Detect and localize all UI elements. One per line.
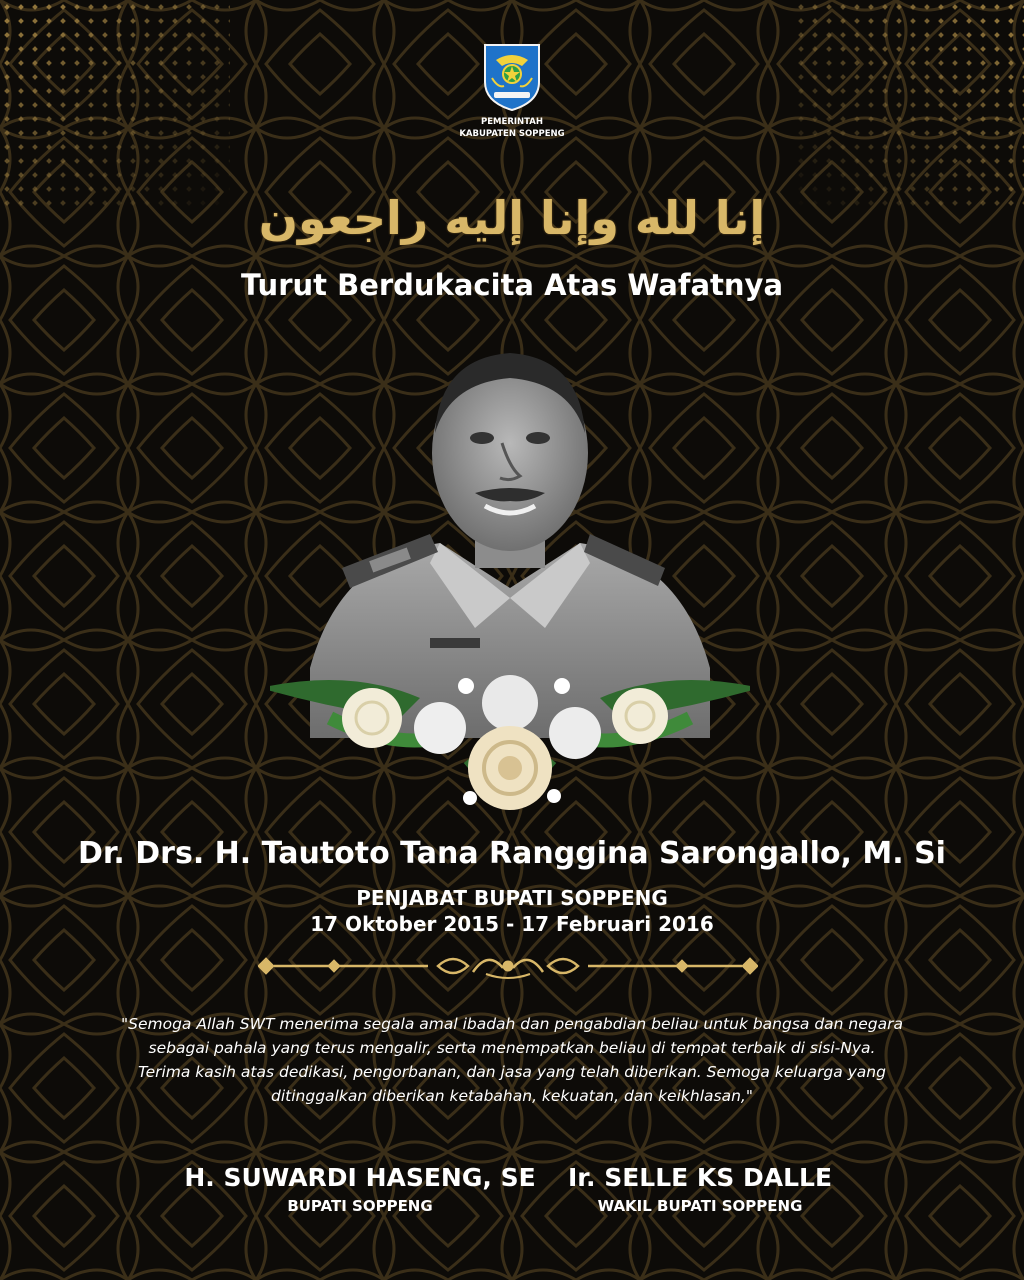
prayer-line: sebagai pahala yang terus mengalir, serta menempatkan beliau di tempat terbaik di sisi-Nya. — [148, 1039, 876, 1057]
deceased-portrait-icon — [270, 338, 750, 838]
prayer-line: Terima kasih atas dedikasi, pengorbanan, dan jasa yang telah diberikan. Semoga keluarga yang — [138, 1063, 886, 1081]
signatory-title: WAKIL BUPATI SOPPENG — [597, 1197, 803, 1215]
regency-label: KABUPATEN SOPPENG — [459, 129, 565, 139]
government-label: PEMERINTAH — [481, 117, 543, 127]
condolence-headline: Turut Berdukacita Atas Wafatnya — [240, 268, 784, 302]
prayer-line: ditinggalkan diberikan ketabahan, kekuatan, dan keikhlasan," — [271, 1087, 753, 1105]
prayer-text — [62, 1012, 962, 1108]
deceased-name: Dr. Drs. H. Tautoto Tana Ranggina Sarongallo, M. Si — [78, 836, 946, 871]
gold-ornament-divider-icon — [258, 948, 758, 984]
prayer-line: "Semoga Allah SWT menerima segala amal ibadah dan pengabdian beliau untuk bangsa dan negara — [120, 1015, 904, 1033]
arabic-calligraphy: إنا لله وإنا إليه راجعون — [258, 191, 766, 245]
signatory-title: BUPATI SOPPENG — [287, 1197, 433, 1215]
signatory-name: H. SUWARDI HASENG, SE — [184, 1163, 536, 1192]
deceased-position: PENJABAT BUPATI SOPPENG — [356, 886, 668, 910]
signatory-regent — [170, 1160, 550, 1216]
arabic-calligraphy-wrap — [0, 178, 1024, 258]
white-roses-wreath-icon — [270, 675, 750, 810]
term-period: 17 Oktober 2015 - 17 Februari 2016 — [310, 912, 714, 936]
government-header — [0, 42, 1024, 140]
soppeng-regency-emblem-icon — [482, 42, 542, 112]
signatory-vice-regent — [540, 1160, 860, 1216]
signatory-name: Ir. SELLE KS DALLE — [567, 1163, 833, 1192]
